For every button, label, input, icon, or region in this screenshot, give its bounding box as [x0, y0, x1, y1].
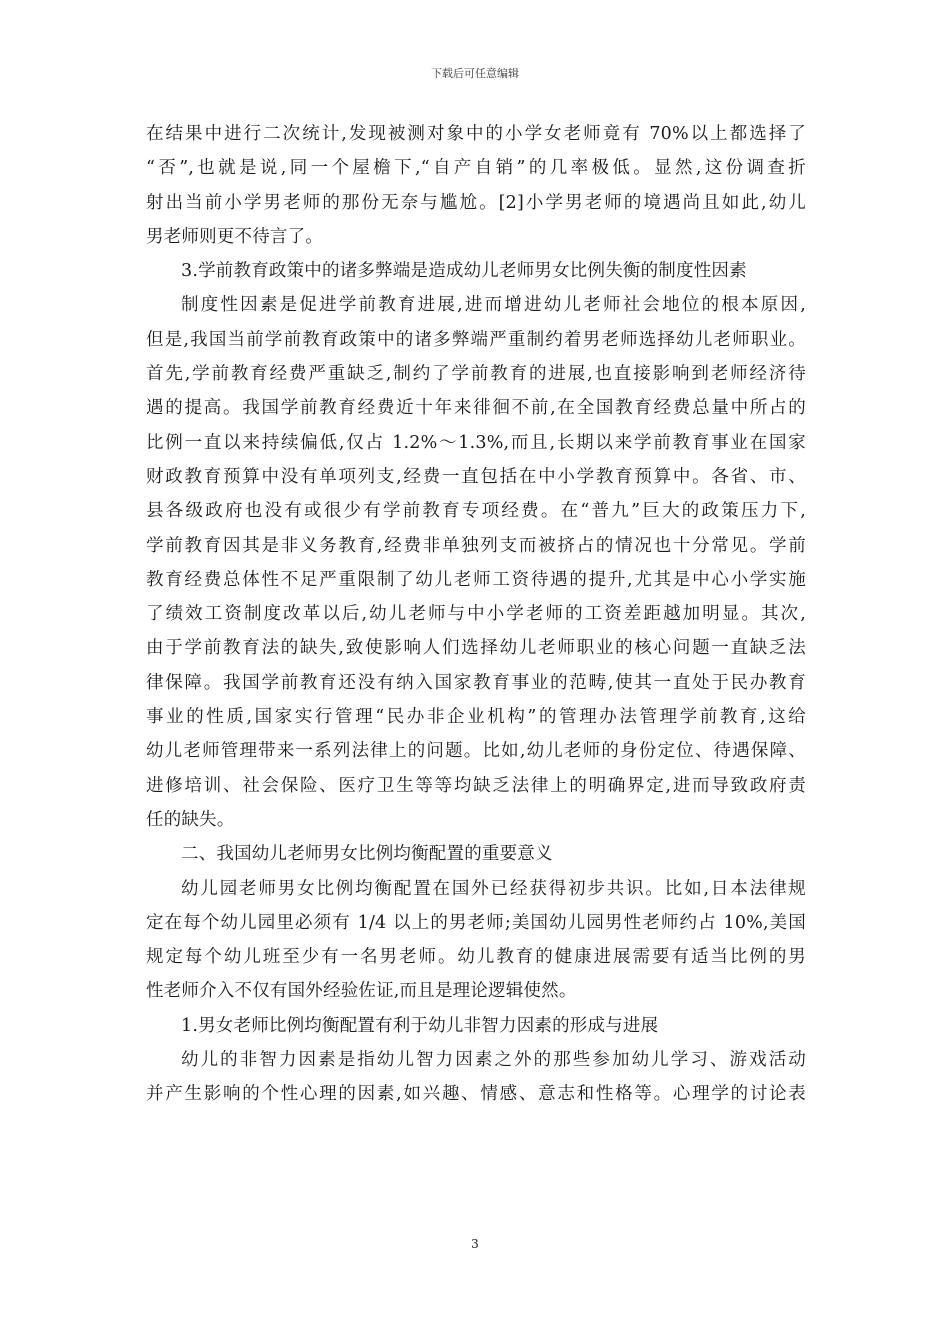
text-line: 任的缺失。	[146, 809, 235, 830]
text-line: 并产生影响的个性心理的因素,如兴趣、情感、意志和性格等。心理学的讨论表	[146, 1084, 806, 1105]
text-line: 射出当前小学男老师的那份无奈与尴尬。[2]小学男老师的境遇尚且如此,幼儿	[146, 192, 806, 213]
section-heading: 二、我国幼儿老师男女比例均衡配置的重要意义	[181, 844, 553, 865]
text-line: 律保障。我国学前教育还没有纳入国家教育事业的范畴,使其一直处于民办教育	[146, 672, 806, 693]
text-line: 县各级政府也没有或很少有学前教育专项经费。在“普九”巨大的政策压力下,	[146, 501, 806, 522]
text-line: 定在每个幼儿园里必须有 1/4 以上的男老师;美国幼儿园男性老师约占 10%,美国	[146, 912, 806, 933]
text-line: 财政教育预算中没有单项列支,经费一直包括在中小学教育预算中。各省、市、	[146, 466, 806, 487]
text-line: 首先,学前教育经费严重缺乏,制约了学前教育的进展,也直接影响到老师经济待	[146, 364, 806, 385]
text-line: 学前教育因其是非义务教育,经费非单独列支而被挤占的情况也十分常见。学前	[146, 535, 806, 556]
body-text	[146, 117, 806, 1112]
text-line: 幼儿园老师男女比例均衡配置在国外已经获得初步共识。比如,日本法律规	[181, 878, 806, 899]
text-line: 教育经费总体性不足严重限制了幼儿老师工资待遇的提升,尤其是中心小学实施	[146, 569, 806, 590]
section-heading: 1.男女老师比例均衡配置有利于幼儿非智力因素的形成与进展	[181, 1015, 659, 1036]
text-line: 遇的提高。我国学前教育经费近十年来徘徊不前,在全国教育经费总量中所占的	[146, 398, 806, 419]
text-line: 幼儿的非智力因素是指幼儿智力因素之外的那些参加幼儿学习、游戏活动	[181, 1050, 806, 1071]
text-line: “否”,也就是说,同一个屋檐下,“自产自销”的几率极低。显然,这份调查折	[146, 158, 806, 179]
text-line: 幼儿老师管理带来一系列法律上的问题。比如,幼儿老师的身份定位、待遇保障、	[146, 741, 806, 762]
text-line: 男老师则更不待言了。	[146, 226, 323, 247]
section-heading: 3.学前教育政策中的诸多弊端是造成幼儿老师男女比例失衡的制度性因素	[181, 261, 747, 282]
text-line: 了绩效工资制度改革以后,幼儿老师与中小学老师的工资差距越加明显。其次,	[146, 604, 806, 625]
text-line: 由于学前教育法的缺失,致使影响人们选择幼儿老师职业的核心问题一直缺乏法	[146, 638, 806, 659]
text-line: 事业的性质,国家实行管理“民办非企业机构”的管理办法管理学前教育,这给	[146, 707, 806, 728]
text-line: 在结果中进行二次统计,发现被测对象中的小学女老师竟有 70%以上都选择了	[146, 124, 806, 144]
page-number: 3	[471, 1237, 479, 1251]
text-line: 但是,我国当前学前教育政策中的诸多弊端严重制约着男老师选择幼儿老师职业。	[146, 329, 806, 350]
text-line: 进修培训、社会保险、医疗卫生等等均缺乏法律上的明确界定,进而导致政府责	[146, 775, 806, 796]
text-line: 制度性因素是促进学前教育进展,进而增进幼儿老师社会地位的根本原因,	[181, 295, 806, 316]
text-line: 比例一直以来持续偏低,仅占 1.2%～1.3%,而且,长期以来学前教育事业在国家	[146, 432, 806, 453]
text-line: 性老师介入不仅有国外经验佐证,而且是理论逻辑使然。	[146, 981, 577, 1002]
text-line: 规定每个幼儿班至少有一名男老师。幼儿教育的健康进展需要有适当比例的男	[146, 947, 806, 968]
page-header: 下载后可任意编辑	[431, 67, 519, 80]
